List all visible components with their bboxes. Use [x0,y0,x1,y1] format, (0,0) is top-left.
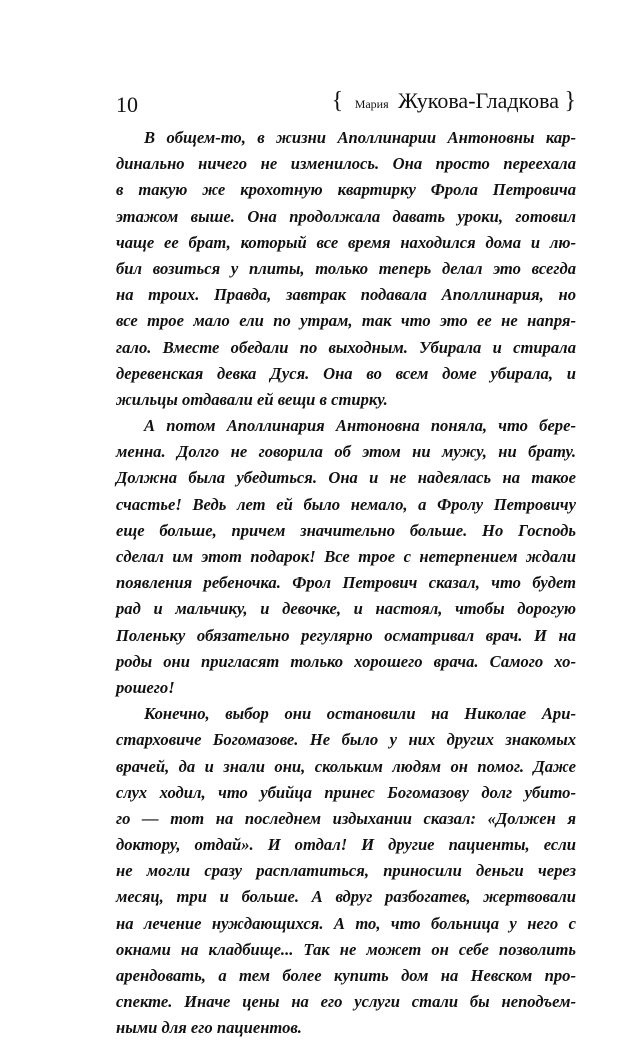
author-first-name: Мария [354,97,389,111]
text-line: в такую же крохотную квартирку Фрола Петровича [116,180,576,200]
text-line: деревенская девка Дуся. Она во всем доме убирала, и [116,363,576,383]
text-line: рошего! [116,677,175,697]
text-line: А потом Аполлинария Антоновна поняла, что бере- [144,416,576,436]
text-line: этажом выше. Она продолжала давать уроки, готовил [116,206,576,226]
body-text [116,125,576,1042]
text-line: на троих. Правда, завтрак подавала Аполлинария, но [116,285,576,305]
text-line: счастье! Ведь лет ей было немало, а Фролу Петровичу [116,494,576,514]
text-line: динально ничего не изменилось. Она просто переехала [116,154,576,174]
text-line: чаще ее брат, который все время находился дома и лю- [116,232,576,252]
text-line: слух ходил, что убийца принес Богомазову долг убито- [116,782,576,802]
text-line: жильцы отдавали ей вещи в стирку. [116,389,388,409]
brace-open: { [331,88,344,114]
text-line: не могли сразу расплатиться, приносили деньги через [116,861,576,881]
text-line: все трое мало ели по утрам, так что это ее не напря- [116,311,576,331]
text-line: появления ребеночка. Фрол Петрович сказал, что будет [116,573,576,593]
text-line: арендовать, а тем более купить дом на Невском про- [116,966,576,985]
text-line: на лечение нуждающихся. А то, что больница у него с [116,913,576,933]
text-line: ными для его пациентов. [116,1018,302,1038]
text-line: Поленьку обязательно регулярно осматривал врач. И на [116,625,576,645]
text-line: менна. Долго не говорила об этом ни мужу, ни брату. [116,442,576,462]
text-line: еще больше, причем значительно больше. Но Господь [116,520,576,540]
author-last-name: Жукова-Гладкова [398,88,559,113]
text-line: го — тот на последнем издыхании сказал: «Должен я [116,808,576,828]
text-line: гало. Вместе обедали по выходным. Убирала и стирала [116,337,576,357]
text-line: месяц, три и больше. А вдруг разбогатев, жертвовали [116,887,576,907]
text-line: доктору, отдай». И отдал! И другие пациенты, если [116,835,576,855]
running-head [332,88,576,115]
text-line: окнами на кладбище... Так не может он себе позволить [116,939,576,959]
text-line: старховиче Богомазове. Не было у них других знакомых [116,730,576,750]
text-line: В общем-то, в жизни Аполлинарии Антоновны кар- [144,128,576,147]
page-number: 10 [116,92,138,117]
text-line: Должна была убедиться. Она и не надеялась на такое [116,468,576,488]
text-line: роды они пригласят только хорошего врача. Самого хо- [116,651,576,671]
brace-close: } [564,88,576,114]
text-line: сделал им этот подарок! Все трое с нетерпением ждали [116,547,576,566]
text-line: спекте. Иначе цены на его услуги стали бы неподъем- [116,992,576,1012]
text-line: Конечно, выбор они остановили на Николае Ари- [144,704,576,724]
text-line: рад и мальчику, и девочке, и настоял, чтобы дорогую [116,599,576,619]
page-header [116,88,576,128]
text-line: врачей, да и знали они, скольким людям он помог. Даже [116,756,576,776]
text-line: бил возиться у плиты, только теперь делал это всегда [116,258,576,278]
